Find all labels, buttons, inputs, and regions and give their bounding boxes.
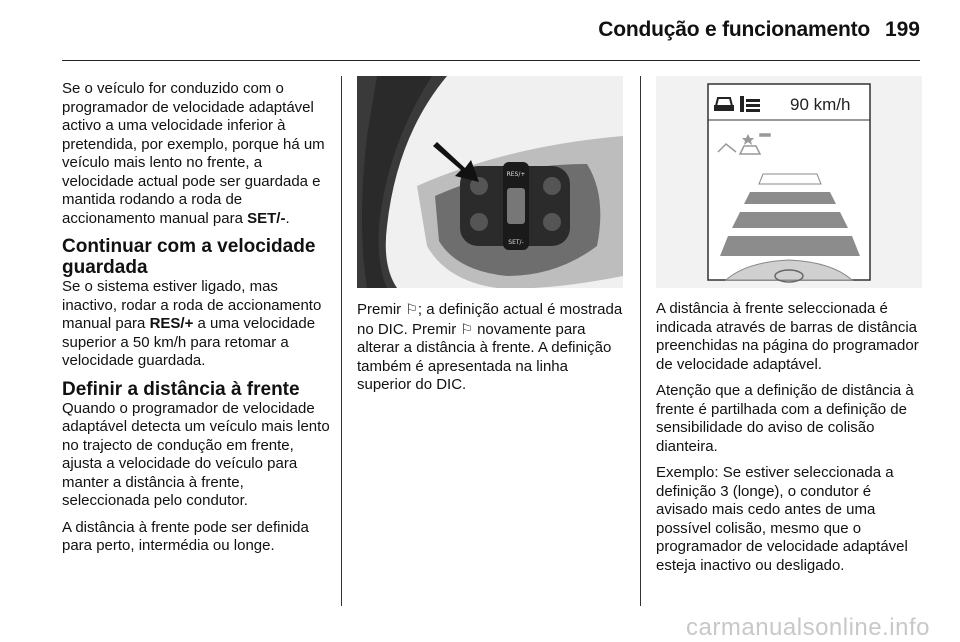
distance-setting-icon: ⚐ (405, 301, 418, 317)
set-minus-label: SET/- (508, 239, 524, 246)
paragraph: A distância à frente pode ser definida para perto, intermédia ou longe. (62, 518, 309, 554)
distance-setting-icon: ⚐ (460, 320, 473, 337)
distance-bar-far (732, 212, 848, 228)
middle-column-text (357, 300, 625, 403)
paragraph: Atenção que a definição de distância à frente é partilhada com a definição de sensibilidade do aviso de colisão dianteira. (656, 382, 914, 455)
paragraph: Se o sistema estiver ligado, mas inactivo, rodar a roda de accionamento manual para RES/+ a uma velocidade superior a 50 km/h para retomar a velocidade guardada. (62, 278, 322, 369)
column-divider-right (640, 76, 641, 606)
page-title: Condução e funcionamento (598, 18, 870, 41)
left-column (62, 80, 330, 564)
section-heading: Continuar com a velocidade guardada (62, 236, 316, 278)
watermark: carmanualsonline.info (686, 614, 930, 641)
paragraph: Premir ⚐; a definição actual é mostrada no DIC. Premir ⚐ novamente para alterar a distância à frente. A definição também é apresentada na linha superior do DIC. (357, 301, 623, 393)
right-column-text (656, 300, 924, 583)
paragraph: Se o veículo for conduzido com o programador de velocidade adaptável activo a uma velocidade inferior à pretendida, por exemplo, porque há um veículo mais lento no frente, a velocidade actual pode ser guardada e mantida rodando a roda de accionamento manual para SET/-. (62, 80, 325, 227)
paragraph: Exemplo: Se estiver seleccionada a definição 3 (longe), o condutor é avisado mais cedo antes de uma possível colisão, mesmo que o programador de velocidade adaptável esteja inactivo ou desligado. (656, 464, 908, 574)
res-plus-label: RES/+ (506, 171, 526, 178)
page-number: 199 (884, 18, 920, 41)
paragraph: A distância à frente seleccionada é indicada através de barras de distância preenchidas na página do programador de velocidade adaptável. (656, 300, 919, 373)
bold-term: RES/+ (149, 315, 194, 332)
speed-readout: 90 km/h (790, 95, 851, 114)
distance-bar-longest (720, 236, 860, 256)
steering-wheel-figure (357, 76, 623, 288)
bold-term: SET/- (247, 209, 286, 227)
distance-bar-mid (744, 192, 836, 204)
column-divider-left (341, 76, 342, 606)
paragraph: Quando o programador de velocidade adaptável detecta um veículo mais lento no trajecto de condução em frente, ajusta a velocidade do veículo para manter a distância à frente, seleccionada pelo condutor. (62, 399, 330, 509)
dic-display-figure (656, 76, 922, 288)
header-divider (62, 60, 920, 61)
section-heading: Definir a distância à frente (62, 378, 300, 400)
